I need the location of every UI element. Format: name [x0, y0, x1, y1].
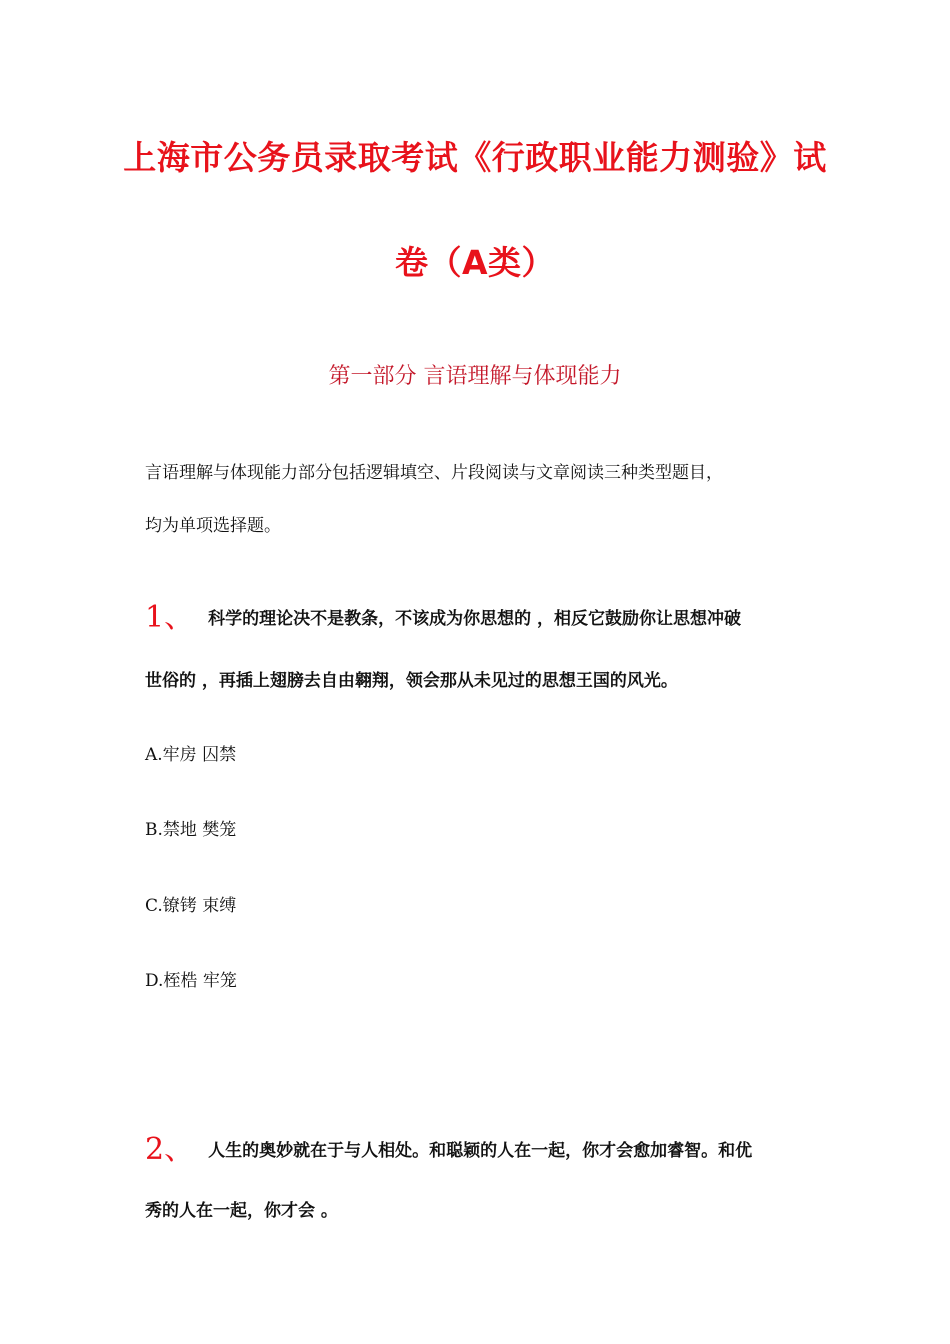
- intro-paragraph-line-2: 均为单项选择题。: [145, 516, 281, 536]
- question-2-text-line-2: 秀的人在一起，你才会 。: [145, 1201, 338, 1221]
- question-2-text-line-1: 人生的奥妙就在于与人相处。和聪颖的人在一起，你才会愈加睿智。和优: [208, 1141, 753, 1161]
- document-title-line-2: 卷（A类）: [394, 243, 556, 282]
- question-1-text-line-1: 科学的理论决不是教条，不该成为你思想的 ，相反它鼓励你让思想冲破: [208, 609, 742, 629]
- question-1-text-line-2: 世俗的 ，再插上翅膀去自由翱翔，领会那从未见过的思想王国的风光。: [145, 671, 678, 691]
- section-heading: 第一部分 言语理解与体现能力: [328, 364, 622, 389]
- question-1-option-a: A.牢房 囚禁: [145, 745, 237, 765]
- question-1-option-b: B.禁地 樊笼: [145, 820, 237, 840]
- question-2-number: 2、: [145, 1132, 195, 1167]
- question-1-number: 1、: [145, 600, 195, 635]
- document-title-line-1: 上海市公务员录取考试《行政职业能力测验》试: [123, 138, 827, 177]
- intro-paragraph-line-1: 言语理解与体现能力部分包括逻辑填空、片段阅读与文章阅读三种类型题目，: [145, 463, 723, 483]
- question-2-line-1: [145, 1124, 752, 1168]
- question-1-option-c: C.镣铐 束缚: [145, 896, 237, 916]
- question-1-line-1: [145, 592, 741, 636]
- question-1-option-d: D.桎梏 牢笼: [145, 971, 237, 991]
